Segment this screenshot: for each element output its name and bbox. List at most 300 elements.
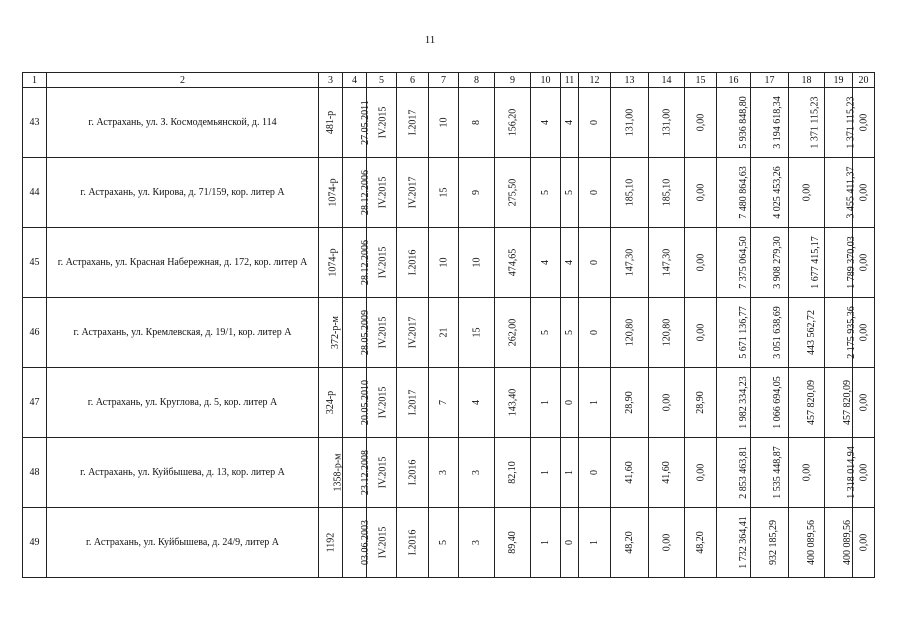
period-end-text: I.2016 bbox=[407, 459, 418, 486]
total-cost-text: 1 982 334,23 bbox=[737, 376, 749, 429]
cell-area bbox=[495, 228, 531, 298]
cell-decision-number bbox=[319, 298, 343, 368]
area-col-15-text: 48,20 bbox=[695, 531, 706, 554]
cell-value-col-7 bbox=[429, 228, 459, 298]
value-col-8-text: 15 bbox=[471, 327, 482, 338]
cell-area-col-14 bbox=[649, 368, 685, 438]
column-header: 8 bbox=[459, 73, 495, 88]
column-header: 1 bbox=[23, 73, 47, 88]
value-col-10-text: 1 bbox=[540, 400, 551, 405]
cell-value-col-12 bbox=[579, 438, 611, 508]
cell-row-number bbox=[23, 88, 47, 158]
cost-col-17-text: 1 066 694,05 bbox=[771, 376, 783, 429]
cell-period-start bbox=[367, 298, 397, 368]
area-text: 275,50 bbox=[507, 178, 518, 207]
decision-number-text: 1192 bbox=[324, 532, 336, 553]
period-start-text: IV.2015 bbox=[377, 106, 389, 139]
cost-col-18-text: 1 371 115,23 bbox=[809, 96, 821, 149]
cell-area-col-14 bbox=[649, 508, 685, 578]
cell-area-col-14 bbox=[649, 88, 685, 158]
cost-col-20-text: 0,00 bbox=[858, 533, 869, 552]
cell-value-col-11 bbox=[561, 298, 579, 368]
decision-date-text: 28.12.2006 bbox=[360, 240, 371, 285]
table-row bbox=[23, 298, 875, 368]
value-col-8-text: 10 bbox=[471, 257, 482, 268]
decision-number-text: 324-р bbox=[325, 390, 337, 415]
cell-cost-col-18 bbox=[789, 88, 825, 158]
value-col-12-text: 1 bbox=[589, 540, 600, 545]
cell-total-cost bbox=[717, 298, 751, 368]
column-header: 11 bbox=[561, 73, 579, 88]
column-header: 14 bbox=[649, 73, 685, 88]
column-header: 9 bbox=[495, 73, 531, 88]
period-end-text: I.2017 bbox=[407, 389, 418, 416]
column-header: 6 bbox=[397, 73, 429, 88]
cell-value-col-7 bbox=[429, 298, 459, 368]
cell-address bbox=[47, 88, 319, 158]
value-col-12-text: 0 bbox=[589, 470, 600, 475]
cell-value-col-11 bbox=[561, 508, 579, 578]
cell-area bbox=[495, 368, 531, 438]
cell-cost-col-17 bbox=[751, 438, 789, 508]
cell-area-col-13 bbox=[611, 158, 649, 228]
total-cost-text: 7 375 064,50 bbox=[737, 236, 749, 289]
cell-value-col-11 bbox=[561, 88, 579, 158]
area-col-13-text: 48,20 bbox=[624, 531, 635, 554]
cell-total-cost bbox=[717, 228, 751, 298]
cell-cost-col-18 bbox=[789, 368, 825, 438]
column-header: 17 bbox=[751, 73, 789, 88]
cell-area-col-14 bbox=[649, 228, 685, 298]
cell-area-col-15 bbox=[685, 368, 717, 438]
total-cost-text: 5 936 848,80 bbox=[737, 96, 749, 149]
column-header: 2 bbox=[47, 73, 319, 88]
cost-col-17-text: 1 535 448,87 bbox=[771, 446, 783, 499]
value-col-12-text: 1 bbox=[589, 400, 600, 405]
cell-period-end bbox=[397, 158, 429, 228]
cell-value-col-11 bbox=[561, 158, 579, 228]
period-start-text: IV.2015 bbox=[377, 386, 389, 419]
cell-value-col-10 bbox=[531, 438, 561, 508]
column-header: 5 bbox=[367, 73, 397, 88]
column-number-row bbox=[23, 73, 875, 88]
period-end-text: I.2017 bbox=[407, 109, 418, 136]
period-start-text: IV.2015 bbox=[377, 526, 389, 559]
cell-value-col-11 bbox=[561, 368, 579, 438]
cell-area bbox=[495, 88, 531, 158]
value-col-8-text: 3 bbox=[471, 540, 482, 545]
value-col-8-text: 8 bbox=[471, 120, 482, 125]
cell-area-col-15 bbox=[685, 298, 717, 368]
cost-col-19-text: 1 371 115,23 bbox=[845, 96, 857, 149]
value-col-7-text: 10 bbox=[438, 257, 449, 268]
cell-cost-col-19 bbox=[825, 158, 857, 228]
cell-total-cost bbox=[717, 158, 751, 228]
table-row bbox=[23, 508, 875, 578]
cell-value-col-8 bbox=[459, 298, 495, 368]
cost-col-20-text: 0,00 bbox=[858, 253, 869, 272]
decision-date-text: 28.12.2006 bbox=[360, 170, 371, 215]
cost-col-20-text: 0,00 bbox=[858, 113, 869, 132]
cell-total-cost bbox=[717, 368, 751, 438]
cell-value-col-10 bbox=[531, 88, 561, 158]
cost-col-19-text: 1 789 370,03 bbox=[845, 236, 857, 289]
page-number: 11 bbox=[424, 34, 436, 46]
area-text: 143,40 bbox=[507, 388, 518, 417]
cell-area-col-15 bbox=[685, 88, 717, 158]
value-col-7-text: 5 bbox=[438, 540, 449, 545]
row-number-text: 43 bbox=[29, 117, 40, 128]
cell-cost-col-18 bbox=[789, 298, 825, 368]
cell-period-end bbox=[397, 298, 429, 368]
cell-period-end bbox=[397, 508, 429, 578]
cell-address bbox=[47, 158, 319, 228]
value-col-8-text: 4 bbox=[471, 400, 482, 405]
cell-period-start bbox=[367, 508, 397, 578]
cost-col-18-text: 400 089,56 bbox=[806, 520, 817, 565]
value-col-12-text: 0 bbox=[589, 120, 600, 125]
cost-col-17-text: 4 025 453,26 bbox=[771, 166, 783, 219]
address-text: г. Астрахань, ул. Красная Набережная, д. 172, кор. литер А bbox=[57, 257, 308, 268]
cell-address bbox=[47, 298, 319, 368]
cost-col-19-text: 2 175 935,36 bbox=[845, 306, 857, 359]
cost-col-20-text: 0,00 bbox=[858, 183, 869, 202]
cell-cost-col-18 bbox=[789, 228, 825, 298]
area-text: 89,40 bbox=[507, 531, 518, 554]
column-header: 15 bbox=[685, 73, 717, 88]
cell-decision-date bbox=[343, 368, 371, 438]
total-cost-text: 2 853 463,81 bbox=[737, 446, 749, 499]
cell-row-number bbox=[23, 228, 47, 298]
area-col-13-text: 185,10 bbox=[624, 178, 635, 207]
cell-cost-col-19 bbox=[825, 438, 857, 508]
decision-number-text: 1358-р-м bbox=[332, 453, 344, 492]
table-row bbox=[23, 228, 875, 298]
cost-col-18-text: 457 820,09 bbox=[806, 380, 817, 425]
cell-cost-col-18 bbox=[789, 508, 825, 578]
table-row bbox=[23, 438, 875, 508]
area-col-14-text: 185,10 bbox=[661, 178, 672, 207]
cell-address bbox=[47, 228, 319, 298]
cell-area bbox=[495, 298, 531, 368]
cell-value-col-12 bbox=[579, 158, 611, 228]
value-col-10-text: 5 bbox=[540, 190, 551, 195]
cost-col-20-text: 0,00 bbox=[858, 393, 869, 412]
total-cost-text: 5 671 136,77 bbox=[737, 306, 749, 359]
cell-decision-number bbox=[319, 368, 343, 438]
cell-period-start bbox=[367, 438, 397, 508]
period-end-text: IV.2017 bbox=[407, 316, 419, 349]
decision-date-text: 28.05.2009 bbox=[360, 310, 371, 355]
cell-total-cost bbox=[717, 438, 751, 508]
period-end-text: I.2016 bbox=[407, 529, 418, 556]
address-text: г. Астрахань, ул. Куйбышева, д. 24/9, литер А bbox=[85, 537, 280, 548]
value-col-8-text: 3 bbox=[471, 470, 482, 475]
address-text: г. Астрахань, ул. Куйбышева, д. 13, кор. литер А bbox=[80, 467, 285, 478]
decision-date-text: 20.05.2010 bbox=[360, 380, 371, 425]
cell-cost-col-19 bbox=[825, 368, 853, 438]
cell-period-start bbox=[367, 228, 397, 298]
cell-value-col-12 bbox=[579, 228, 611, 298]
cost-col-19-text: 3 455 411,37 bbox=[845, 166, 857, 219]
area-text: 82,10 bbox=[507, 461, 518, 484]
cell-area-col-13 bbox=[611, 88, 649, 158]
area-col-14-text: 120,80 bbox=[661, 318, 672, 347]
value-col-12-text: 0 bbox=[589, 330, 600, 335]
area-col-13-text: 147,30 bbox=[624, 248, 635, 277]
cell-decision-date bbox=[343, 438, 371, 508]
cell-value-col-12 bbox=[579, 88, 611, 158]
cell-value-col-10 bbox=[531, 228, 561, 298]
value-col-11-text: 0 bbox=[564, 400, 575, 405]
cell-area-col-14 bbox=[649, 438, 685, 508]
total-cost-text: 7 480 864,63 bbox=[737, 166, 749, 219]
cell-period-end bbox=[397, 88, 429, 158]
cost-col-18-text: 0,00 bbox=[801, 463, 812, 482]
row-number-text: 45 bbox=[29, 257, 40, 268]
column-header: 4 bbox=[343, 73, 367, 88]
cell-decision-number bbox=[319, 88, 343, 158]
value-col-11-text: 5 bbox=[564, 330, 575, 335]
value-col-11-text: 4 bbox=[564, 120, 575, 125]
area-col-13-text: 120,80 bbox=[624, 318, 635, 347]
period-end-text: IV.2017 bbox=[407, 176, 419, 209]
cell-value-col-7 bbox=[429, 158, 459, 228]
decision-number-text: 1074-р bbox=[327, 248, 339, 277]
area-col-15-text: 0,00 bbox=[695, 253, 706, 272]
value-col-10-text: 4 bbox=[540, 120, 551, 125]
value-col-7-text: 21 bbox=[438, 327, 449, 338]
cell-value-col-12 bbox=[579, 508, 611, 578]
cell-decision-number bbox=[319, 158, 343, 228]
decision-date-text: 23.12.2008 bbox=[360, 450, 371, 495]
cell-cost-col-17 bbox=[751, 158, 789, 228]
cell-cost-col-19 bbox=[825, 298, 857, 368]
total-cost-text: 1 732 364,41 bbox=[737, 516, 749, 569]
cell-cost-col-17 bbox=[751, 88, 789, 158]
cell-total-cost bbox=[717, 88, 751, 158]
row-number-text: 46 bbox=[29, 327, 40, 338]
cost-col-20-text: 0,00 bbox=[858, 323, 869, 342]
value-col-8-text: 9 bbox=[471, 190, 482, 195]
area-col-15-text: 0,00 bbox=[695, 113, 706, 132]
cell-value-col-7 bbox=[429, 88, 459, 158]
cost-col-17-text: 3 908 279,30 bbox=[771, 236, 783, 289]
table-row bbox=[23, 368, 875, 438]
value-col-10-text: 5 bbox=[540, 330, 551, 335]
column-header: 18 bbox=[789, 73, 825, 88]
cell-decision-number bbox=[319, 508, 343, 578]
period-start-text: IV.2015 bbox=[377, 316, 389, 349]
column-header: 10 bbox=[531, 73, 561, 88]
decision-date-text: 27.05.2011 bbox=[359, 100, 371, 145]
cell-value-col-10 bbox=[531, 158, 561, 228]
value-col-11-text: 1 bbox=[564, 470, 575, 475]
column-header: 7 bbox=[429, 73, 459, 88]
cell-value-col-10 bbox=[531, 508, 561, 578]
cell-value-col-7 bbox=[429, 508, 459, 578]
cell-area-col-13 bbox=[611, 298, 649, 368]
cell-value-col-8 bbox=[459, 368, 495, 438]
column-header: 16 bbox=[717, 73, 751, 88]
area-col-15-text: 0,00 bbox=[695, 183, 706, 202]
cell-cost-col-20 bbox=[853, 368, 875, 438]
area-col-14-text: 0,00 bbox=[661, 393, 672, 412]
area-col-14-text: 41,60 bbox=[661, 461, 672, 484]
decision-number-text: 372-р-м bbox=[330, 316, 341, 349]
cell-cost-col-17 bbox=[751, 228, 789, 298]
cell-decision-date bbox=[343, 88, 371, 158]
cell-area-col-15 bbox=[685, 228, 717, 298]
area-col-14-text: 147,30 bbox=[661, 248, 672, 277]
cost-col-18-text: 0,00 bbox=[801, 183, 812, 202]
cell-decision-number bbox=[319, 228, 343, 298]
cell-period-start bbox=[367, 88, 397, 158]
cost-col-20-text: 0,00 bbox=[858, 463, 869, 482]
cell-row-number bbox=[23, 298, 47, 368]
cell-address bbox=[47, 368, 319, 438]
cell-area-col-15 bbox=[685, 508, 717, 578]
cell-address bbox=[47, 438, 319, 508]
cell-value-col-8 bbox=[459, 508, 495, 578]
cell-decision-date bbox=[343, 298, 371, 368]
value-col-10-text: 4 bbox=[540, 260, 551, 265]
cell-area-col-13 bbox=[611, 438, 649, 508]
area-col-15-text: 28,90 bbox=[695, 391, 706, 414]
value-col-11-text: 4 bbox=[564, 260, 575, 265]
table-row bbox=[23, 88, 875, 158]
row-number-text: 49 bbox=[29, 537, 40, 548]
cell-cost-col-18 bbox=[789, 158, 825, 228]
cell-value-col-12 bbox=[579, 368, 611, 438]
column-header: 13 bbox=[611, 73, 649, 88]
period-end-text: I.2016 bbox=[407, 249, 418, 276]
value-col-10-text: 1 bbox=[540, 470, 551, 475]
cell-row-number bbox=[23, 438, 47, 508]
row-number-text: 48 bbox=[29, 467, 40, 478]
decision-number-text: 1074-р bbox=[327, 178, 339, 207]
period-start-text: IV.2015 bbox=[377, 176, 389, 209]
cell-value-col-8 bbox=[459, 438, 495, 508]
area-col-15-text: 0,00 bbox=[695, 463, 706, 482]
area-col-14-text: 131,00 bbox=[661, 108, 672, 137]
cell-value-col-7 bbox=[429, 368, 459, 438]
cell-period-start bbox=[367, 158, 397, 228]
address-text: г. Астрахань, ул. З. Космодемьянской, д. 114 bbox=[88, 117, 277, 128]
cell-value-col-8 bbox=[459, 88, 495, 158]
cell-decision-date bbox=[343, 228, 371, 298]
cell-area-col-13 bbox=[611, 228, 649, 298]
cell-decision-number bbox=[319, 438, 343, 508]
value-col-10-text: 1 bbox=[540, 540, 551, 545]
cell-value-col-8 bbox=[459, 158, 495, 228]
data-table bbox=[22, 72, 875, 578]
cell-value-col-8 bbox=[459, 228, 495, 298]
cost-col-17-text: 932 185,29 bbox=[768, 520, 779, 565]
column-header: 20 bbox=[853, 73, 875, 88]
period-start-text: IV.2015 bbox=[377, 456, 389, 489]
address-text: г. Астрахань, ул. Кремлевская, д. 19/1, кор. литер А bbox=[73, 327, 292, 338]
cell-cost-col-19 bbox=[825, 228, 857, 298]
value-col-11-text: 5 bbox=[564, 190, 575, 195]
cell-area-col-14 bbox=[649, 158, 685, 228]
cell-address bbox=[47, 508, 319, 578]
value-col-7-text: 3 bbox=[438, 470, 449, 475]
cell-row-number bbox=[23, 368, 47, 438]
decision-date-text: 03.06.2003 bbox=[360, 520, 371, 565]
cell-area-col-15 bbox=[685, 438, 717, 508]
cost-col-19-text: 400 089,56 bbox=[842, 520, 853, 565]
cell-decision-date bbox=[343, 508, 371, 578]
column-header: 19 bbox=[825, 73, 853, 88]
cell-period-end bbox=[397, 438, 429, 508]
cost-col-19-text: 1 318 014,94 bbox=[845, 446, 857, 499]
cost-col-18-text: 1 677 415,17 bbox=[809, 236, 821, 289]
cell-cost-col-19 bbox=[825, 88, 857, 158]
row-number-text: 44 bbox=[29, 187, 40, 198]
cell-area bbox=[495, 158, 531, 228]
cell-period-end bbox=[397, 368, 429, 438]
cell-area-col-13 bbox=[611, 508, 649, 578]
area-text: 156,20 bbox=[507, 108, 518, 137]
cell-row-number bbox=[23, 508, 47, 578]
area-col-13-text: 28,90 bbox=[624, 391, 635, 414]
area-col-14-text: 0,00 bbox=[661, 533, 672, 552]
cell-cost-col-18 bbox=[789, 438, 825, 508]
cost-col-17-text: 3 194 618,34 bbox=[771, 96, 783, 149]
address-text: г. Астрахань, ул. Круглова, д. 5, кор. литер А bbox=[87, 397, 278, 408]
cost-col-17-text: 3 051 638,69 bbox=[771, 306, 783, 359]
cell-row-number bbox=[23, 158, 47, 228]
cell-value-col-11 bbox=[561, 438, 579, 508]
cell-value-col-10 bbox=[531, 368, 561, 438]
cell-area bbox=[495, 438, 531, 508]
cell-cost-col-19 bbox=[825, 508, 853, 578]
area-col-15-text: 0,00 bbox=[695, 323, 706, 342]
cell-value-col-11 bbox=[561, 228, 579, 298]
value-col-12-text: 0 bbox=[589, 260, 600, 265]
cell-value-col-12 bbox=[579, 298, 611, 368]
cost-col-19-text: 457 820,09 bbox=[842, 380, 853, 425]
value-col-7-text: 15 bbox=[438, 187, 449, 198]
value-col-7-text: 10 bbox=[438, 117, 449, 128]
cell-period-end bbox=[397, 228, 429, 298]
column-header: 3 bbox=[319, 73, 343, 88]
cell-total-cost bbox=[717, 508, 751, 578]
value-col-7-text: 7 bbox=[438, 400, 449, 405]
cost-col-18-text: 443 562,72 bbox=[806, 310, 817, 355]
cell-value-col-10 bbox=[531, 298, 561, 368]
address-text: г. Астрахань, ул. Кирова, д. 71/159, кор. литер А bbox=[80, 187, 285, 198]
value-col-12-text: 0 bbox=[589, 190, 600, 195]
period-start-text: IV.2015 bbox=[377, 246, 389, 279]
decision-number-text: 481-р bbox=[325, 110, 337, 135]
cell-value-col-7 bbox=[429, 438, 459, 508]
cell-cost-col-17 bbox=[751, 508, 789, 578]
cell-area bbox=[495, 508, 531, 578]
cell-decision-date bbox=[343, 158, 371, 228]
row-number-text: 47 bbox=[29, 397, 40, 408]
area-text: 262,00 bbox=[507, 318, 518, 347]
area-col-13-text: 41,60 bbox=[624, 461, 635, 484]
area-col-13-text: 131,00 bbox=[624, 108, 635, 137]
table-row bbox=[23, 158, 875, 228]
cell-area-col-14 bbox=[649, 298, 685, 368]
value-col-11-text: 0 bbox=[564, 540, 575, 545]
cell-cost-col-17 bbox=[751, 298, 789, 368]
cell-cost-col-20 bbox=[853, 508, 875, 578]
column-header: 12 bbox=[579, 73, 611, 88]
